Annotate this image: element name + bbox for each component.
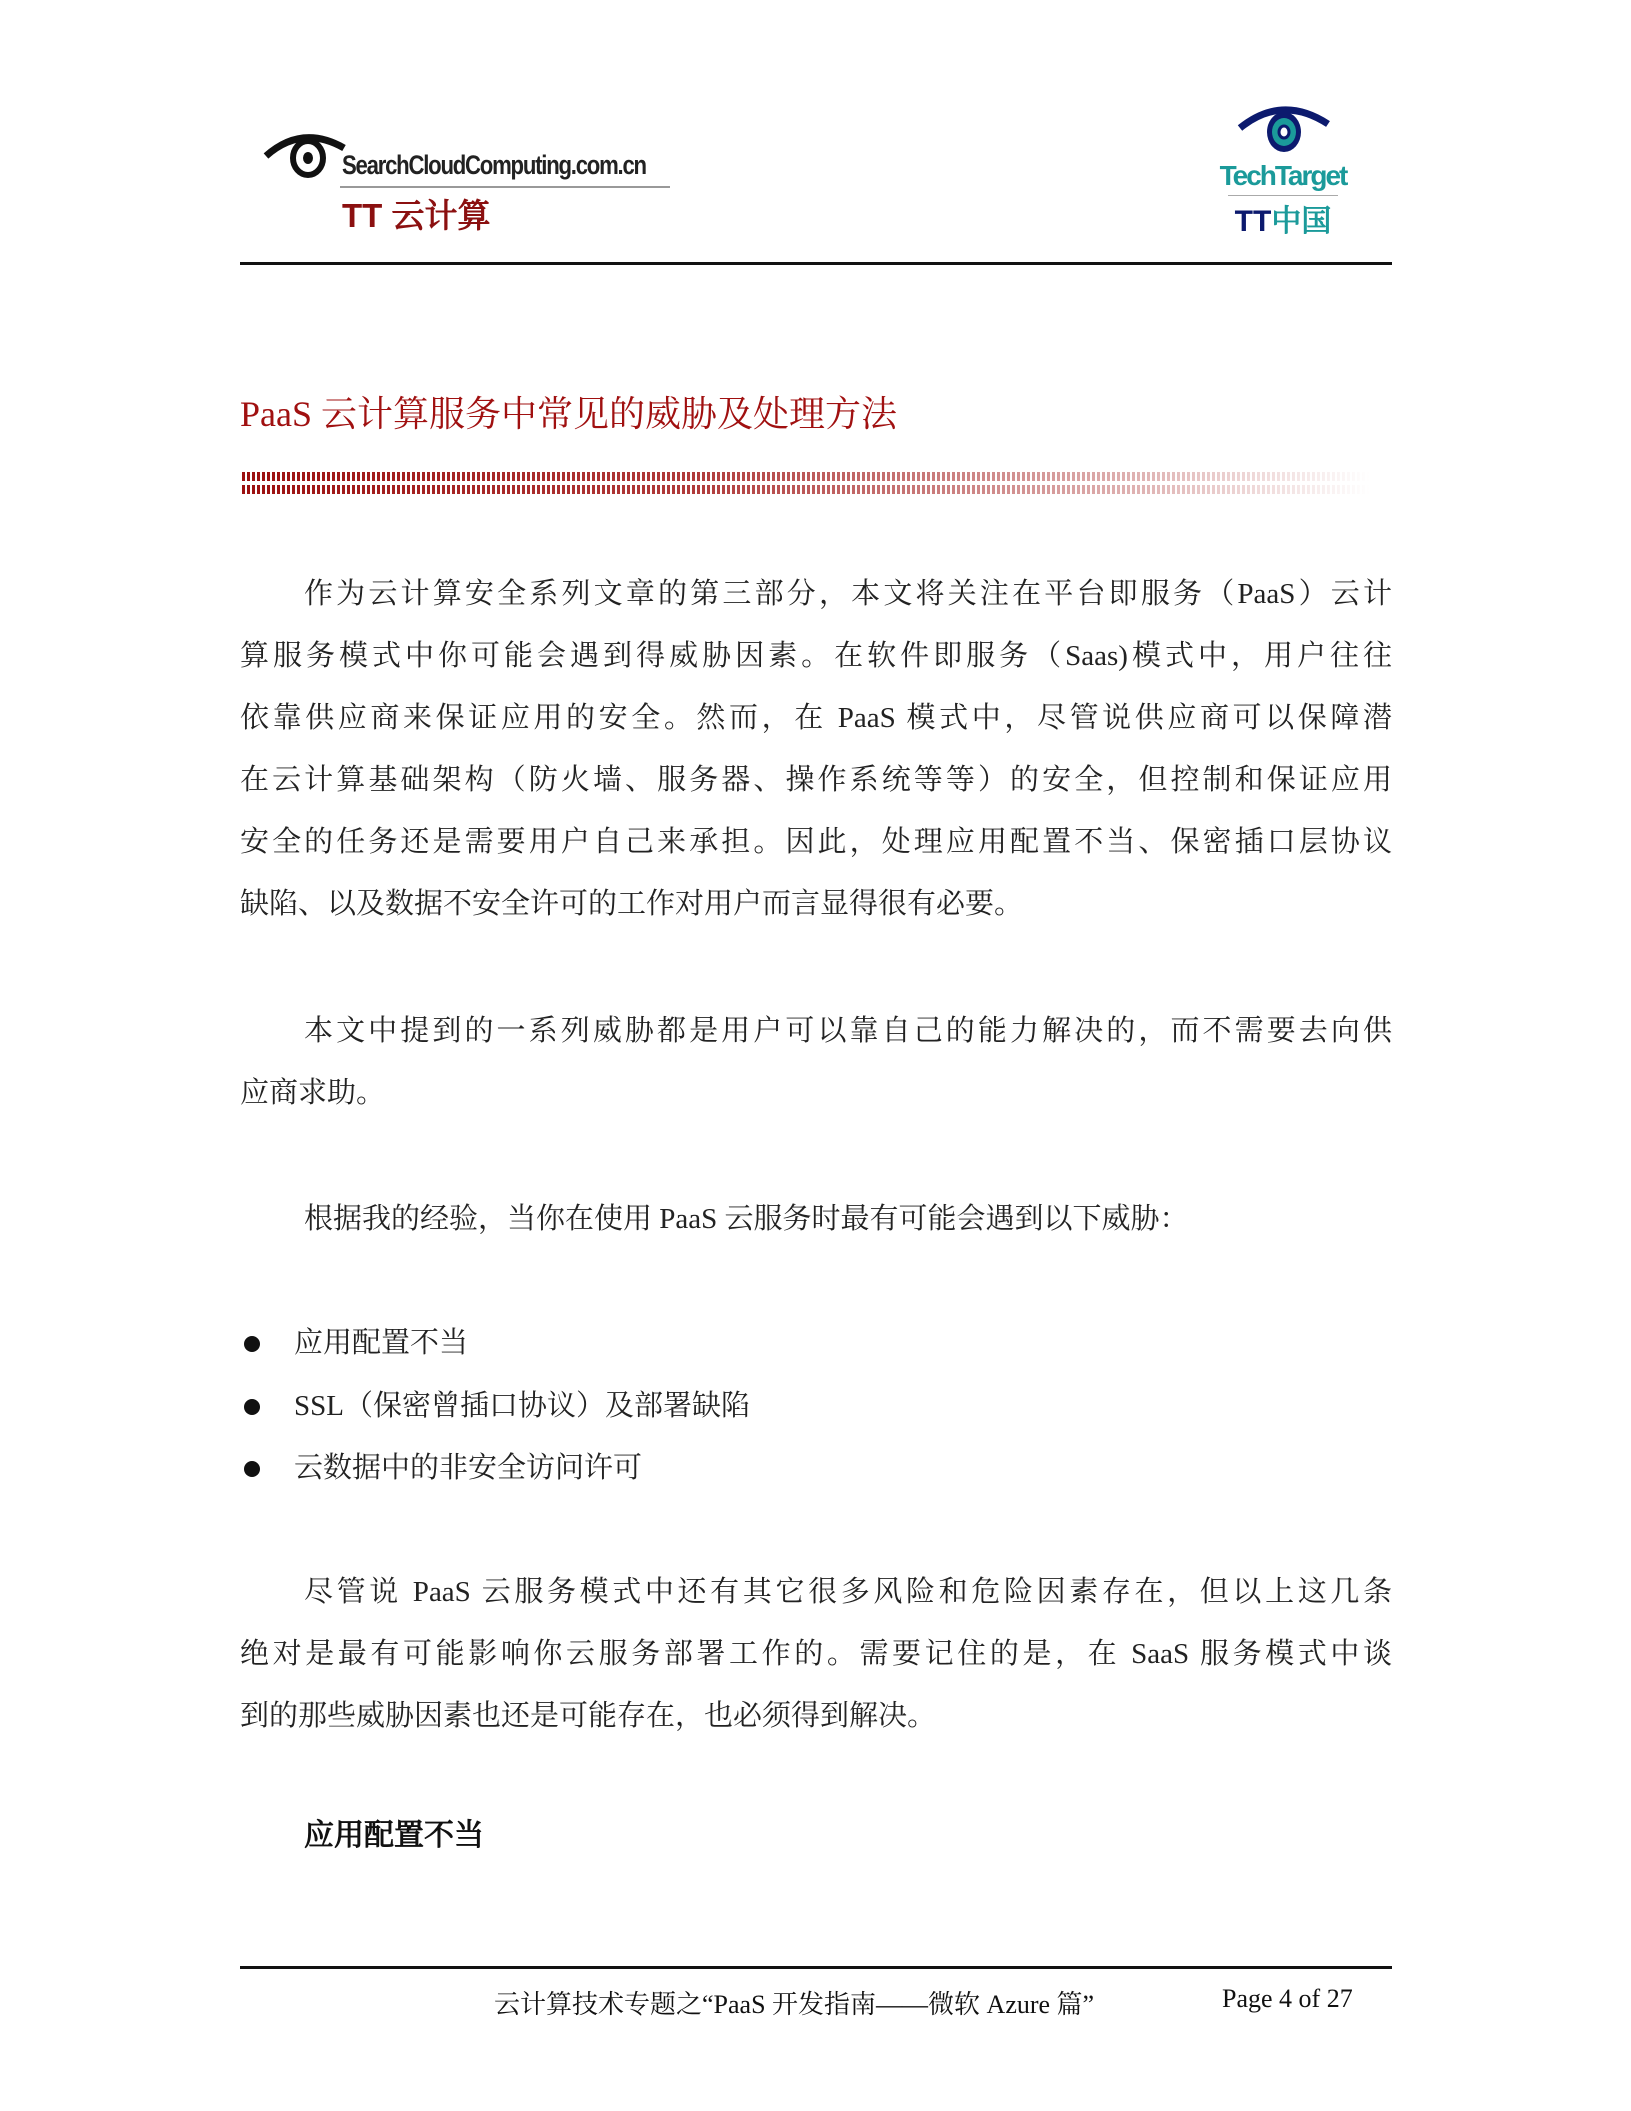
text-line: 算服务模式中你可能会遇到得威胁因素。在软件即服务（Saas)模式中，用户往往 xyxy=(240,640,1392,672)
bullet-text: 应用配置不当 xyxy=(294,1327,469,1359)
header-rule xyxy=(240,262,1392,265)
text-line: 在云计算基础架构（防火墙、服务器、操作系统等等）的安全，但控制和保证应用 xyxy=(240,764,1392,796)
text-line: 安全的任务还是需要用户自己来承担。因此，处理应用配置不当、保密插口层协议 xyxy=(240,826,1392,858)
section-heading: 应用配置不当 xyxy=(304,1819,484,1852)
paragraph-4 xyxy=(240,1561,1392,1747)
text-line: 尽管说 PaaS 云服务模式中还有其它很多风险和危险因素存在，但以上这几条 xyxy=(304,1576,1392,1608)
text-line: 缺陷、以及数据不安全许可的工作对用户而言显得很有必要。 xyxy=(240,888,1024,920)
page-number: Page 4 of 27 xyxy=(1222,1984,1353,2013)
bullet-text: 云数据中的非安全访问许可 xyxy=(294,1452,643,1484)
text-line: 到的那些威胁因素也还是可能存在，也必须得到解决。 xyxy=(240,1700,937,1732)
article-title: PaaS 云计算服务中常见的威胁及处理方法 xyxy=(240,394,898,434)
text-line: 绝对是最有可能影响你云服务部署工作的。需要记住的是，在 SaaS 服务模式中谈 xyxy=(240,1638,1392,1670)
logo-tt-china xyxy=(1218,196,1348,240)
bullet-dot-icon xyxy=(244,1399,260,1415)
paragraph-3 xyxy=(240,1188,1392,1250)
text-line: 应商求助。 xyxy=(240,1077,386,1109)
text-line: 依靠供应商来保证应用的安全。然而，在 PaaS 模式中，尽管说供应商可以保障潜 xyxy=(240,702,1392,734)
logo-cn: 中国 xyxy=(1271,205,1332,238)
paragraph-2 xyxy=(240,1000,1392,1124)
footer-series-title: 云计算技术专题之“PaaS 开发指南——微软 Azure 篇” xyxy=(494,1990,1095,2019)
footer-rule xyxy=(240,1966,1392,1969)
bullet-dot-icon xyxy=(244,1336,260,1352)
logo-tt: TT xyxy=(1234,205,1272,238)
logo-techtarget: TechTarget xyxy=(1219,160,1347,191)
logo-brand: TT 云计算 xyxy=(342,197,491,234)
text-line: 作为云计算安全系列文章的第三部分，本文将关注在平台即服务（PaaS）云计 xyxy=(304,578,1392,610)
text-line: 本文中提到的一系列威胁都是用户可以靠自己的能力解决的，而不需要去向供 xyxy=(304,1015,1392,1047)
paragraph-1 xyxy=(240,563,1392,935)
bullet-text: SSL（保密曾插口协议）及部署缺陷 xyxy=(294,1390,750,1422)
bullet-dot-icon xyxy=(244,1461,260,1477)
searchcloudcomputing-logo xyxy=(262,128,682,238)
eye-logo-icon xyxy=(262,128,352,198)
logo-site-name: SearchCloudComputing.com.cn xyxy=(342,150,646,180)
text-line: 根据我的经验，当你在使用 PaaS 云服务时最有可能会遇到以下威胁： xyxy=(304,1203,1189,1235)
eye-logo-icon xyxy=(1236,100,1332,160)
techtarget-logo xyxy=(1218,100,1348,240)
decorative-stripe xyxy=(242,472,1370,494)
